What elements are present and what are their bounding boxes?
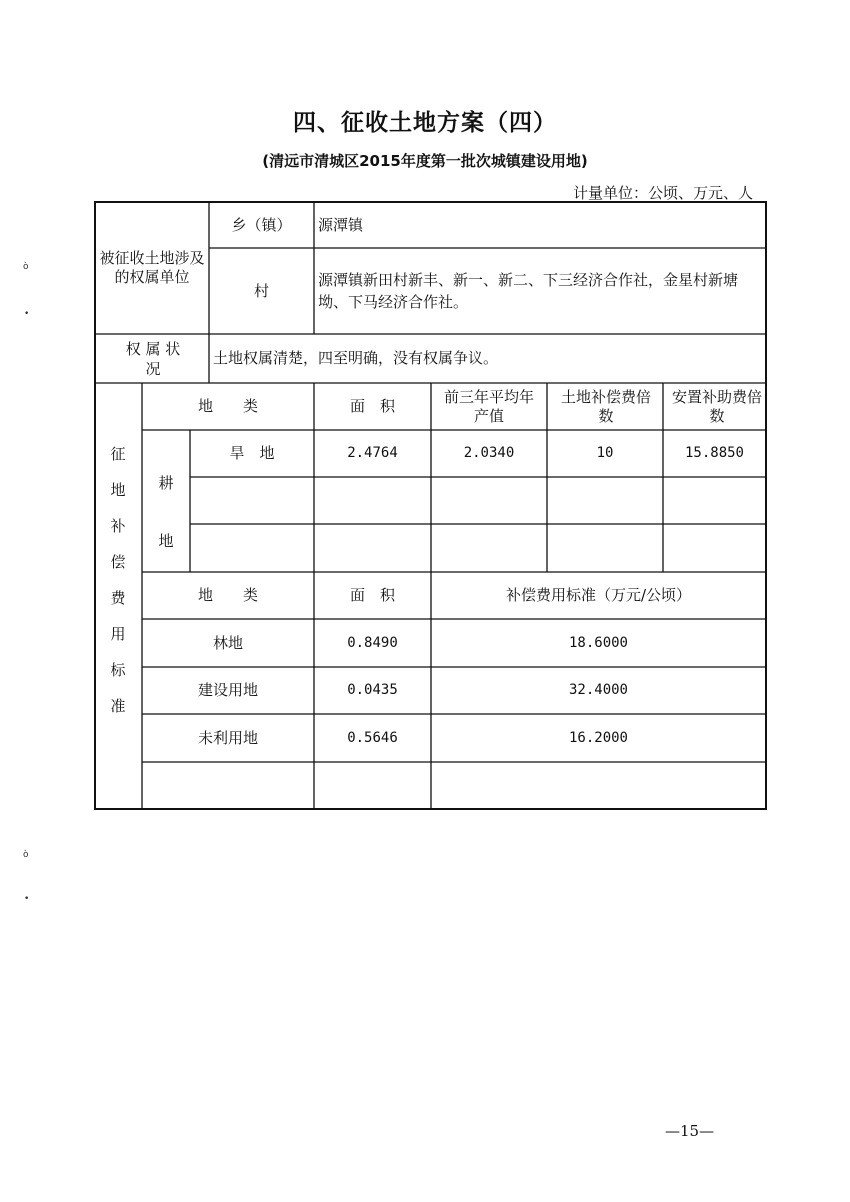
farmland-header-avg-output: 前三年平均年产值 bbox=[443, 387, 534, 425]
village-label: 村 bbox=[253, 281, 269, 300]
unit-label: 计量单位：公顷、万元、人 bbox=[572, 184, 753, 202]
other-row-standard: 32.4000 bbox=[568, 682, 628, 698]
other-row-type: 建设用地 bbox=[197, 681, 258, 699]
scan-speck: • bbox=[24, 894, 30, 904]
farmland-label: 耕地 bbox=[158, 474, 174, 550]
farmland-row-comp-multiple: 10 bbox=[596, 445, 614, 461]
other-row-type: 林地 bbox=[212, 633, 243, 652]
ownership-status-label: 权 属 状 况 bbox=[125, 339, 181, 378]
scan-speck: ò bbox=[23, 262, 29, 272]
compensation-side-label: 征地补偿费用标准 bbox=[110, 445, 126, 715]
other-row-area: 0.0435 bbox=[347, 682, 398, 698]
ownership-status-value: 土地权属清楚，四至明确，没有权属争议。 bbox=[213, 349, 499, 367]
other-row-standard: 16.2000 bbox=[568, 729, 628, 746]
page-subtitle: (清远市清城区2015年度第一批次城镇建设用地) bbox=[262, 152, 588, 170]
farmland-header-comp-multiple: 土地补偿费倍 数 bbox=[560, 387, 667, 425]
ownership-group-label: 被征收土地涉及的权属单位 bbox=[99, 249, 205, 286]
page-title: 四、征收土地方案（四） bbox=[293, 109, 557, 136]
village-value: 源潭镇新田村新丰、新一、新二、下三经济合作社，金星村新塘坳、下马经济合作社。 bbox=[318, 271, 739, 311]
farmland-row-type: 旱 地 bbox=[229, 444, 275, 462]
other-row-area: 0.8490 bbox=[347, 634, 398, 651]
scan-speck: • bbox=[24, 309, 30, 319]
farmland-header-land-type: 地 类 bbox=[197, 397, 258, 415]
farmland-header-area: 面 积 bbox=[349, 397, 395, 415]
other-header-standard: 补偿费用标准（万元/公顷） bbox=[505, 586, 692, 604]
other-header-land-type: 地 类 bbox=[197, 586, 258, 604]
page-number: —15— bbox=[665, 1122, 715, 1140]
other-row-standard: 18.6000 bbox=[568, 634, 628, 651]
farmland-header-resettle-multiple: 安置补助费倍 数 bbox=[672, 387, 778, 425]
farmland-row-area: 2.4764 bbox=[347, 445, 398, 461]
town-value: 源潭镇 bbox=[318, 215, 364, 234]
farmland-row-resettle-multiple: 15.8850 bbox=[684, 445, 744, 461]
other-row-type: 未利用地 bbox=[197, 728, 258, 747]
farmland-row-avg-output: 2.0340 bbox=[463, 445, 515, 461]
other-header-area: 面 积 bbox=[349, 586, 395, 604]
other-row-area: 0.5646 bbox=[347, 729, 398, 746]
scan-speck: ò bbox=[23, 850, 29, 860]
town-label: 乡（镇） bbox=[231, 215, 292, 234]
